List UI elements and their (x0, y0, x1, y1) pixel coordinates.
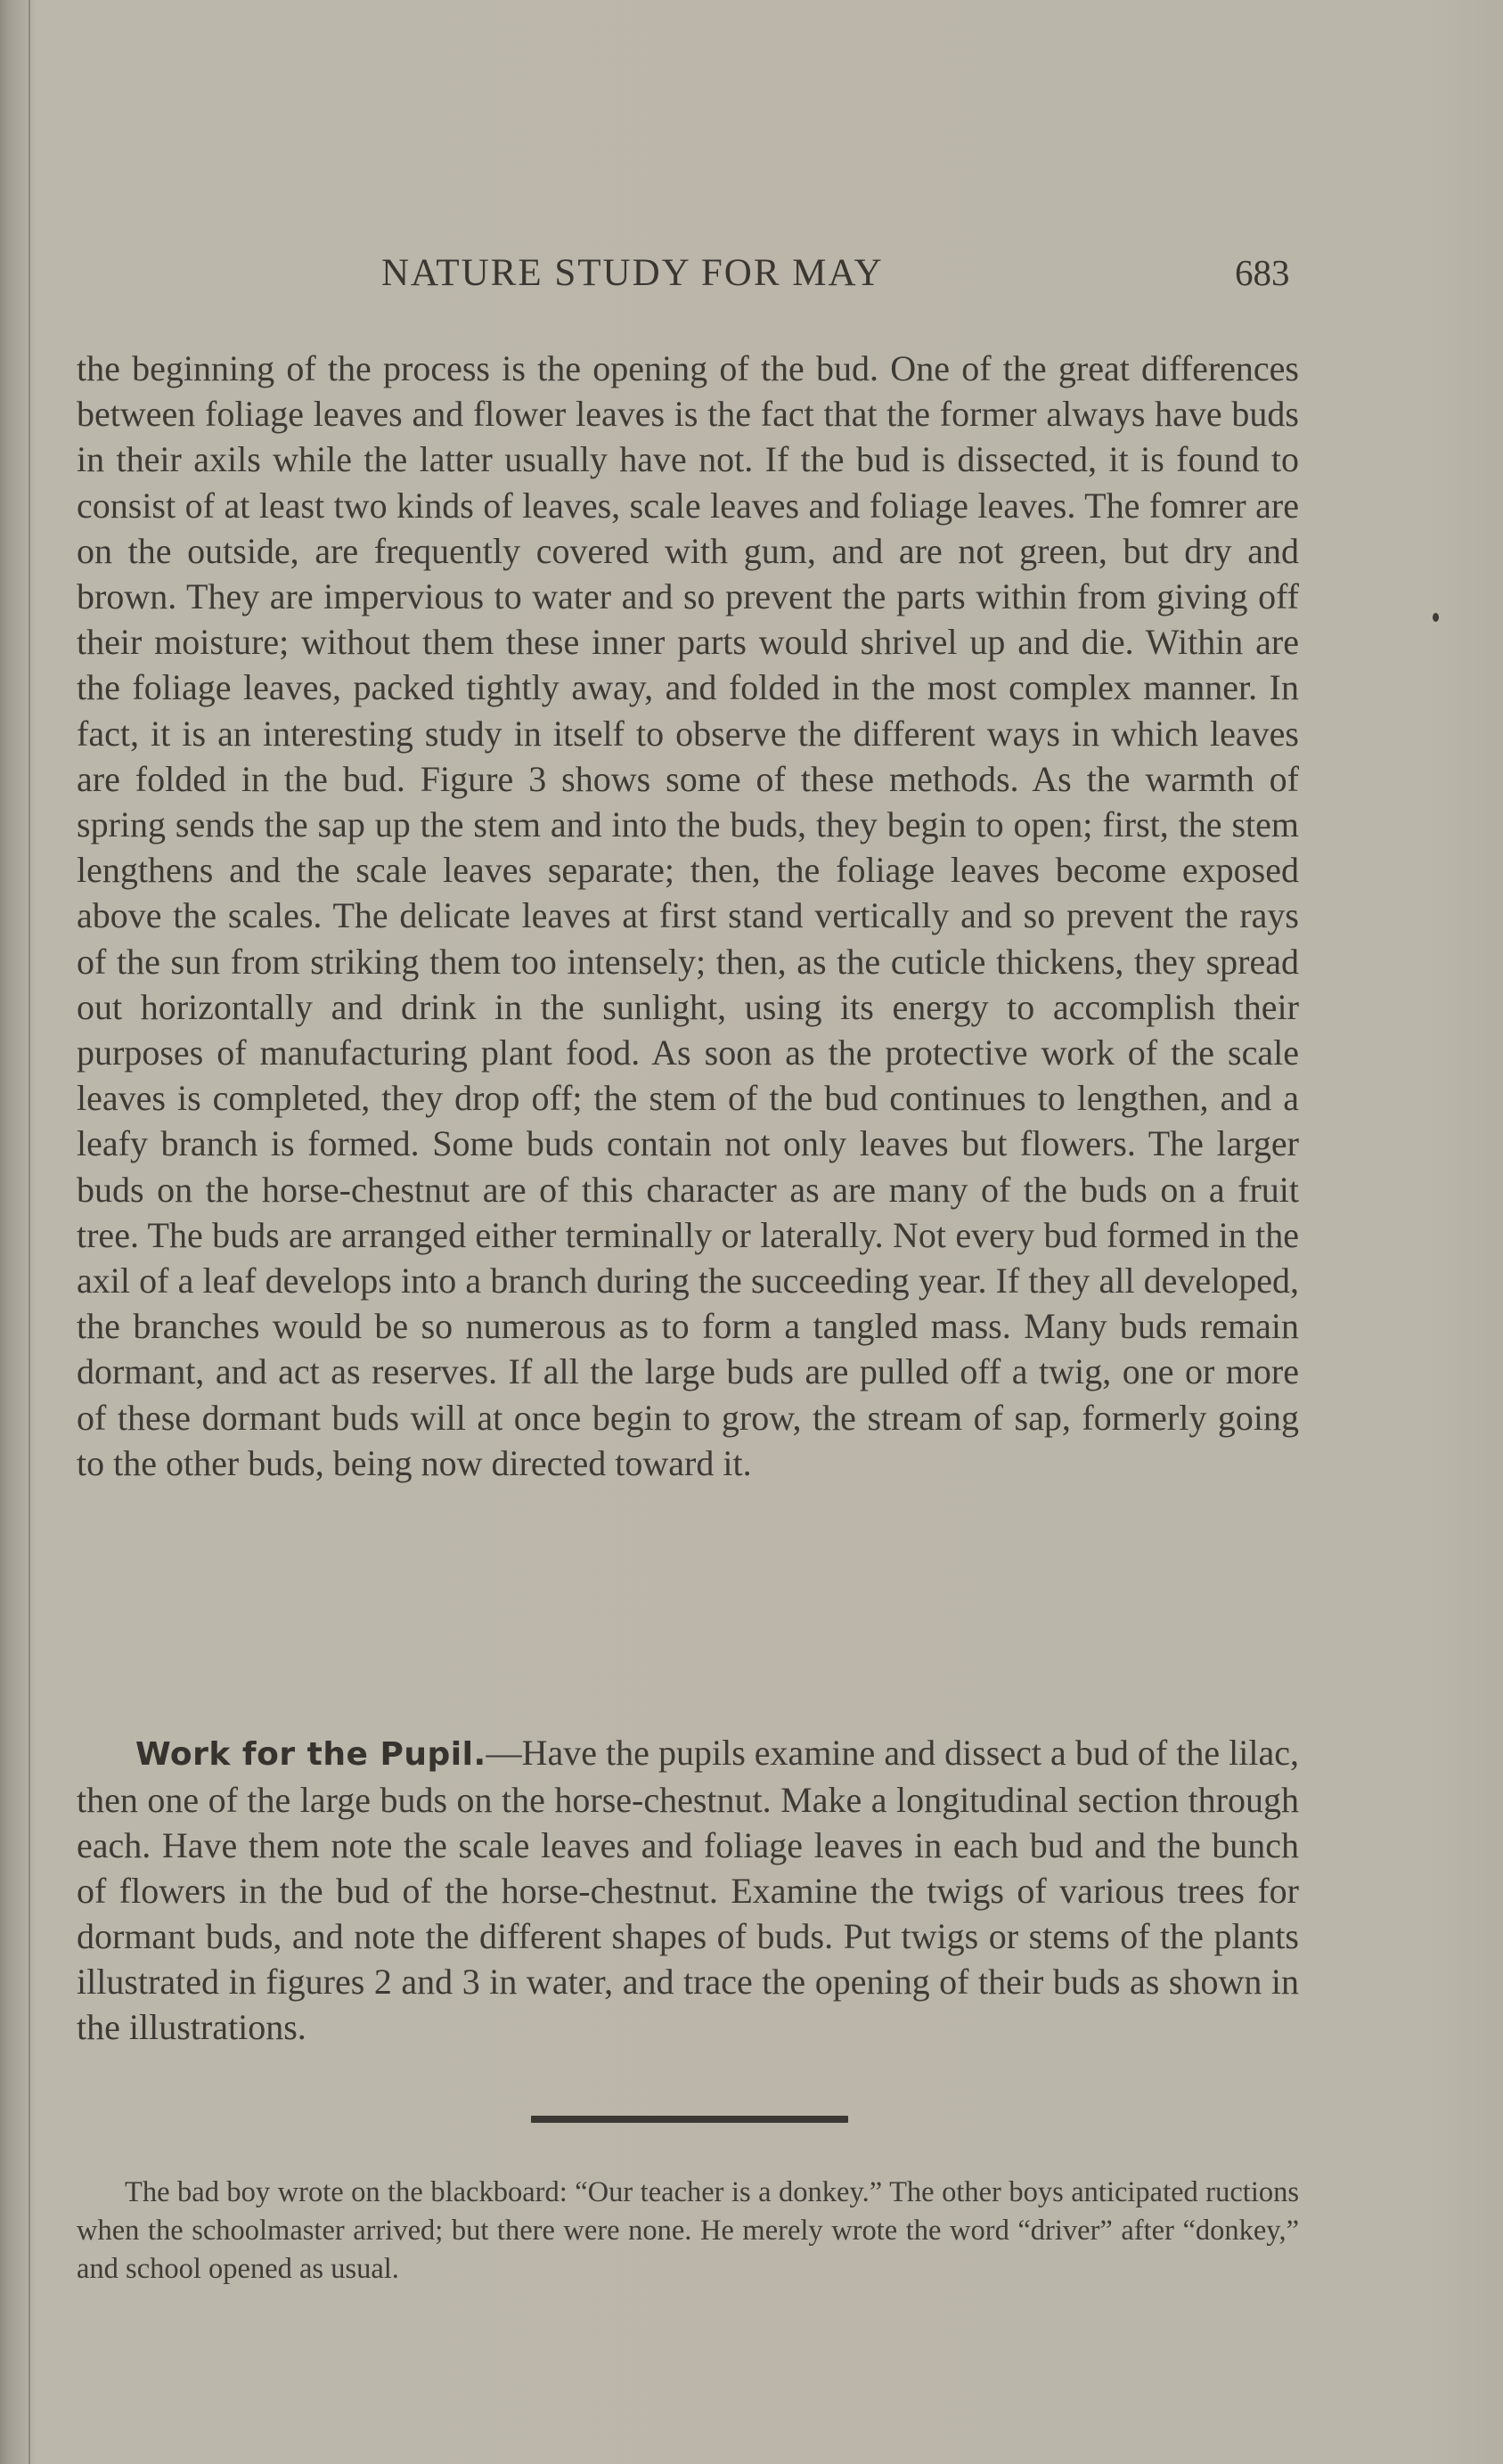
page-header (0, 251, 1503, 305)
work-for-pupil-paragraph (77, 1730, 1299, 2050)
work-for-pupil-section (77, 1730, 1299, 2050)
page-number: 683 (1235, 252, 1290, 293)
work-for-pupil-text: —Have the pupils examine and dissect a bud of the lilac, then one of the large buds on the horse-chestnut. Make a longitudinal section through each. Have them note the scale leaves and foliage leaves in each bud and the bunch of flowers in the bud of the horse-chestnut. Examine the twigs of various trees for dormant buds, and note the different shapes of buds. Put twigs or stems of the plants illustrated in figures 2 and 3 in water, and trace the opening of their buds as shown in the illustrations. (77, 1733, 1299, 2047)
running-title: NATURE STUDY FOR MAY (381, 252, 884, 294)
anecdote-text: The bad boy wrote on the blackboard: “Our teacher is a donkey.” The other boys anticipated ructions when the schoolmaster arrived; but there were none. He merely wrote the word “driver” after “donkey,” and school opened as usual. (77, 2176, 1299, 2285)
section-divider-rule (531, 2116, 848, 2123)
ink-speck (1433, 613, 1439, 622)
binding-line (29, 0, 30, 2464)
work-for-pupil-heading: Work for the Pupil. (135, 1736, 486, 1773)
body-paragraph-text: the beginning of the process is the opening of the bud. One of the great differences between foliage leaves and flower leaves is the fact that the former always have buds in their axils while the latter usually have not. If the bud is dissected, it is found to consist of at least two kinds of leaves, scale leaves and foliage leaves. The fomrer are on the outside, are frequently covered with gum, and are not green, but dry and brown. They are impervious to water and so prevent the parts within from giving off their moisture; without them these inner parts would shrivel up and die. Within are the foliage leaves, packed tightly away, and folded in the most complex manner. In fact, it is an interesting study in itself to observe the different ways in which leaves are folded in the bud. Figure 3 shows some of these methods. As the warmth of spring sends the sap up the stem and into the buds, they begin to open; first, the stem lengthens and the scale leaves separate; then, the foliage leaves become exposed above the scales. The delicate leaves at first stand vertically and so prevent the rays of the sun from striking them too intensely; then, as the cuticle thickens, they spread out horizontally and drink in the sunlight, using its energy to accomplish their purposes of manufacturing plant food. As soon as the protective work of the scale leaves is completed, they drop off; the stem of the bud continues to lengthen, and a leafy branch is formed. Some buds contain not only leaves but flowers. The larger buds on the horse-chestnut are of this character as are many of the buds on a fruit tree. The buds are arranged either terminally or laterally. Not every bud formed in the axil of a leaf develops into a branch during the succeeding year. If they all developed, the branches would be so numerous as to form a tangled mass. Many buds remain dormant, and act as reserves. If all the large buds are pulled off a twig, one or more of these dormant buds will at once begin to grow, the stream of sap, formerly going to the other buds, being now directed toward it. (77, 348, 1299, 1483)
main-paragraph (77, 346, 1299, 1486)
page-binding-edge (0, 0, 37, 2464)
anecdote-section (77, 2174, 1299, 2289)
